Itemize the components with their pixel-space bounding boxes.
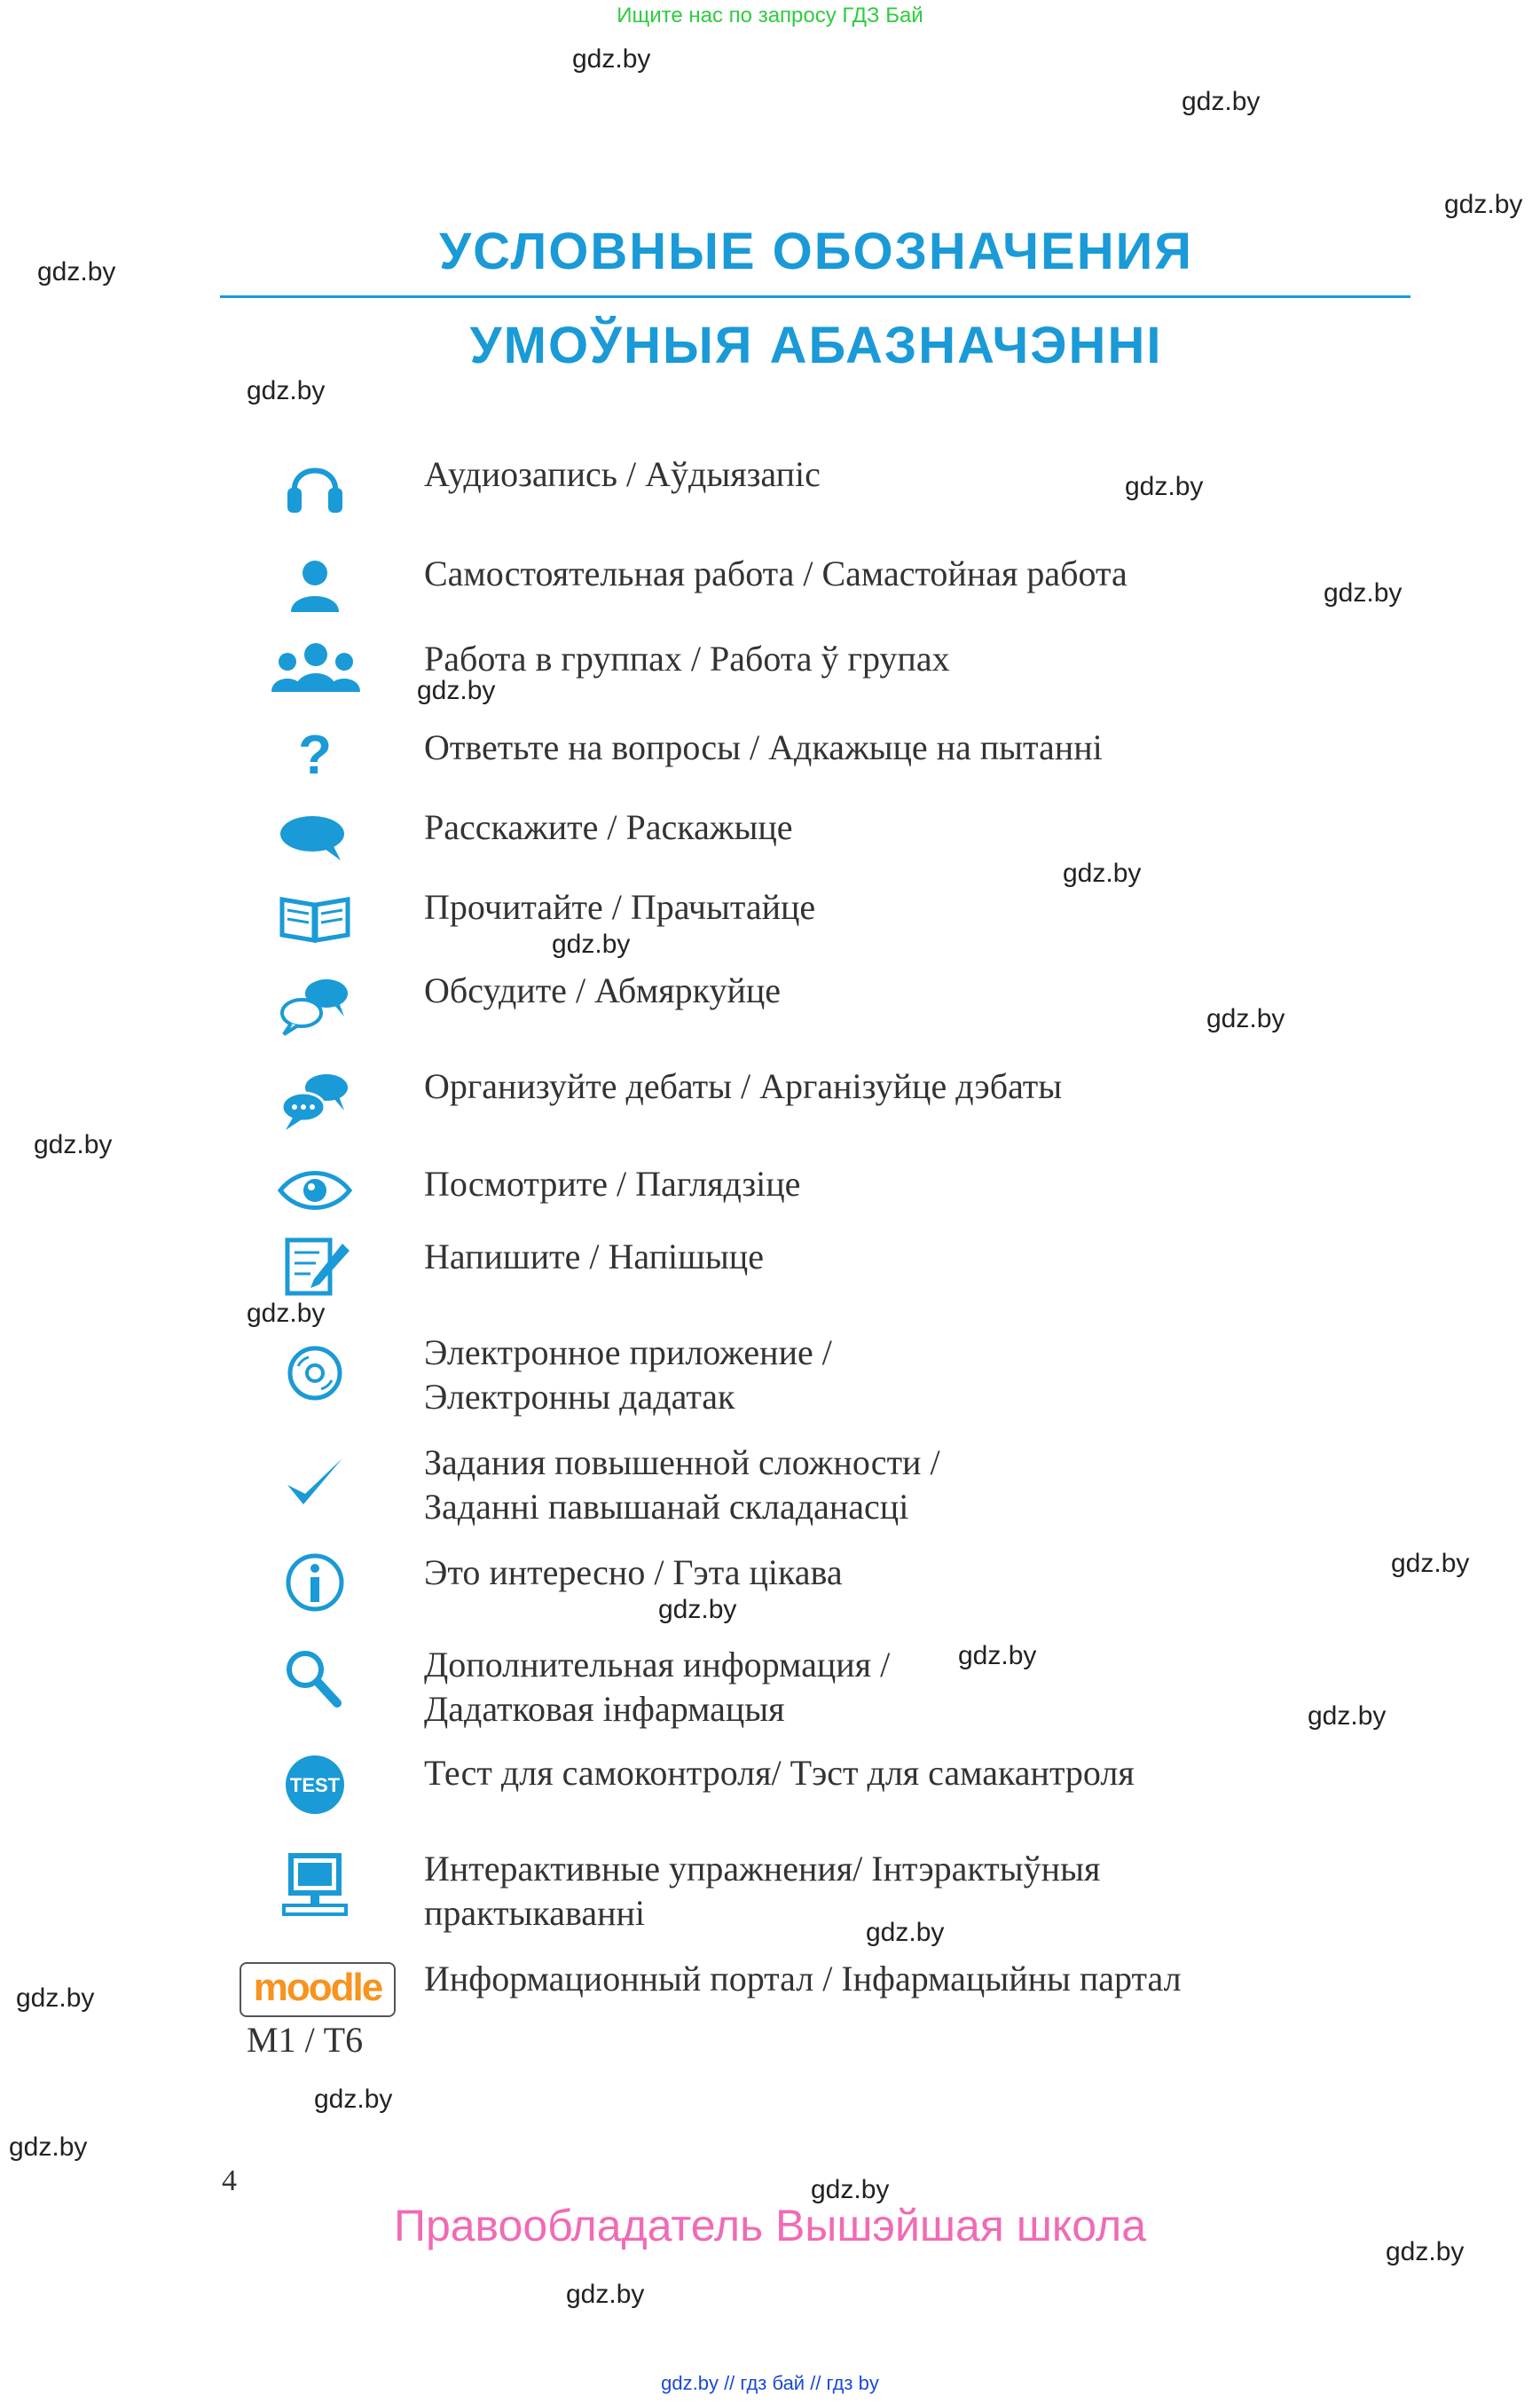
title-divider: [220, 295, 1410, 298]
magnifier-icon: [275, 1646, 355, 1710]
watermark: gdz.by: [1308, 1701, 1387, 1731]
debate-icon: [275, 1070, 355, 1134]
watermark: gdz.by: [1444, 190, 1523, 219]
speech-bubble-icon: [275, 804, 355, 868]
eye-icon: [275, 1158, 355, 1222]
legend-label-line2: Дадатковая інфармацыя: [424, 1689, 785, 1729]
legend-label-line2: Электронны дадатак: [424, 1377, 735, 1417]
top-banner: Ищите нас по запросу ГДЗ Бай: [617, 4, 923, 27]
legend-label: Ответьте на вопросы / Адкажыце на пытанні: [424, 727, 1103, 767]
watermark: gdz.by: [1391, 1549, 1470, 1578]
legend-label: Обсудите / Абмяркуйце: [424, 970, 782, 1010]
watermark: gdz.by: [572, 44, 651, 74]
legend-label: Задания повышенной сложности /: [424, 1442, 940, 1482]
watermark: gdz.by: [1206, 1004, 1285, 1033]
legend-label-line2: практыкаванні: [424, 1893, 646, 1933]
svg-text:?: ?: [298, 725, 332, 784]
legend-label: Интерактивные упражнения/ Інтэрактыўныя: [424, 1849, 1101, 1889]
book-icon: [275, 883, 355, 947]
watermark: gdz.by: [9, 2132, 88, 2162]
footer-links[interactable]: gdz.by // гдз бай // гдз by: [661, 2372, 879, 2394]
disc-icon: [275, 1341, 355, 1405]
legend-label: Работа в группах / Работа ў групах: [424, 639, 950, 679]
copyright-notice: Правообладатель Вышэйшая школа: [394, 2201, 1146, 2250]
legend-label: Дополнительная информация /: [424, 1645, 891, 1684]
legend-label: Тест для самоконтроля/ Тэст для самакантроля: [424, 1753, 1135, 1793]
person-icon: [275, 554, 355, 617]
write-icon: [275, 1235, 355, 1299]
watermark: gdz.by: [314, 2085, 393, 2114]
watermark: gdz.by: [552, 930, 631, 959]
moodle-code: М1 / Т6: [247, 2020, 364, 2060]
discussion-icon: [275, 974, 355, 1038]
question-icon: [275, 720, 355, 784]
legend-label: Электронное приложение /: [424, 1332, 832, 1372]
legend-label: Это интересно / Гэта цікава: [424, 1552, 843, 1592]
watermark: gdz.by: [1324, 578, 1402, 608]
watermark: gdz.by: [37, 257, 116, 287]
watermark: gdz.by: [417, 676, 496, 705]
watermark: gdz.by: [1063, 859, 1142, 888]
watermark: gdz.by: [566, 2280, 645, 2309]
legend-label: Информационный портал / Інфармацыйны партал: [424, 1959, 1182, 1999]
watermark: gdz.by: [247, 376, 326, 405]
legend-label: Самостоятельная работа / Самастойная работа: [424, 554, 1128, 593]
watermark: gdz.by: [16, 1983, 95, 2013]
legend-label: Организуйте дебаты / Арганізуйце дэбаты: [424, 1066, 1063, 1106]
checkmark-icon: [275, 1451, 355, 1515]
page-subtitle: УМОЎНЫЯ АБАЗНАЧЭННІ: [469, 317, 1163, 374]
watermark: gdz.by: [34, 1130, 113, 1159]
page-number: 4: [222, 2164, 237, 2197]
legend-label-line2: Заданні павышанай складанасці: [424, 1487, 909, 1527]
watermark: gdz.by: [1386, 2237, 1465, 2266]
watermark: gdz.by: [658, 1595, 737, 1624]
watermark: gdz.by: [1182, 87, 1261, 116]
test-icon: [275, 1751, 355, 1815]
watermark: gdz.by: [866, 1918, 945, 1947]
legend-label: Аудиозапись / Аўдыязапіс: [424, 454, 821, 494]
watermark: gdz.by: [811, 2175, 890, 2204]
headphones-icon: [275, 454, 355, 518]
watermark: gdz.by: [247, 1299, 326, 1328]
legend-label: Напишите / Напішыце: [424, 1237, 764, 1276]
group-icon: [268, 635, 364, 699]
moodle-logo: moodle: [240, 1962, 396, 2017]
page-title: УСЛОВНЫЕ ОБОЗНАЧЕНИЯ: [439, 223, 1193, 280]
legend-label: Расскажите / Раскажыце: [424, 807, 793, 847]
legend-label: Прочитайте / Прачытайце: [424, 887, 816, 927]
watermark: gdz.by: [1125, 472, 1204, 501]
info-icon: [275, 1551, 355, 1614]
test-icon-label: TEST: [289, 1774, 341, 1796]
watermark: gdz.by: [958, 1641, 1037, 1670]
legend-label: Посмотрите / Паглядзіце: [424, 1164, 801, 1204]
computer-icon: [275, 1852, 355, 1923]
